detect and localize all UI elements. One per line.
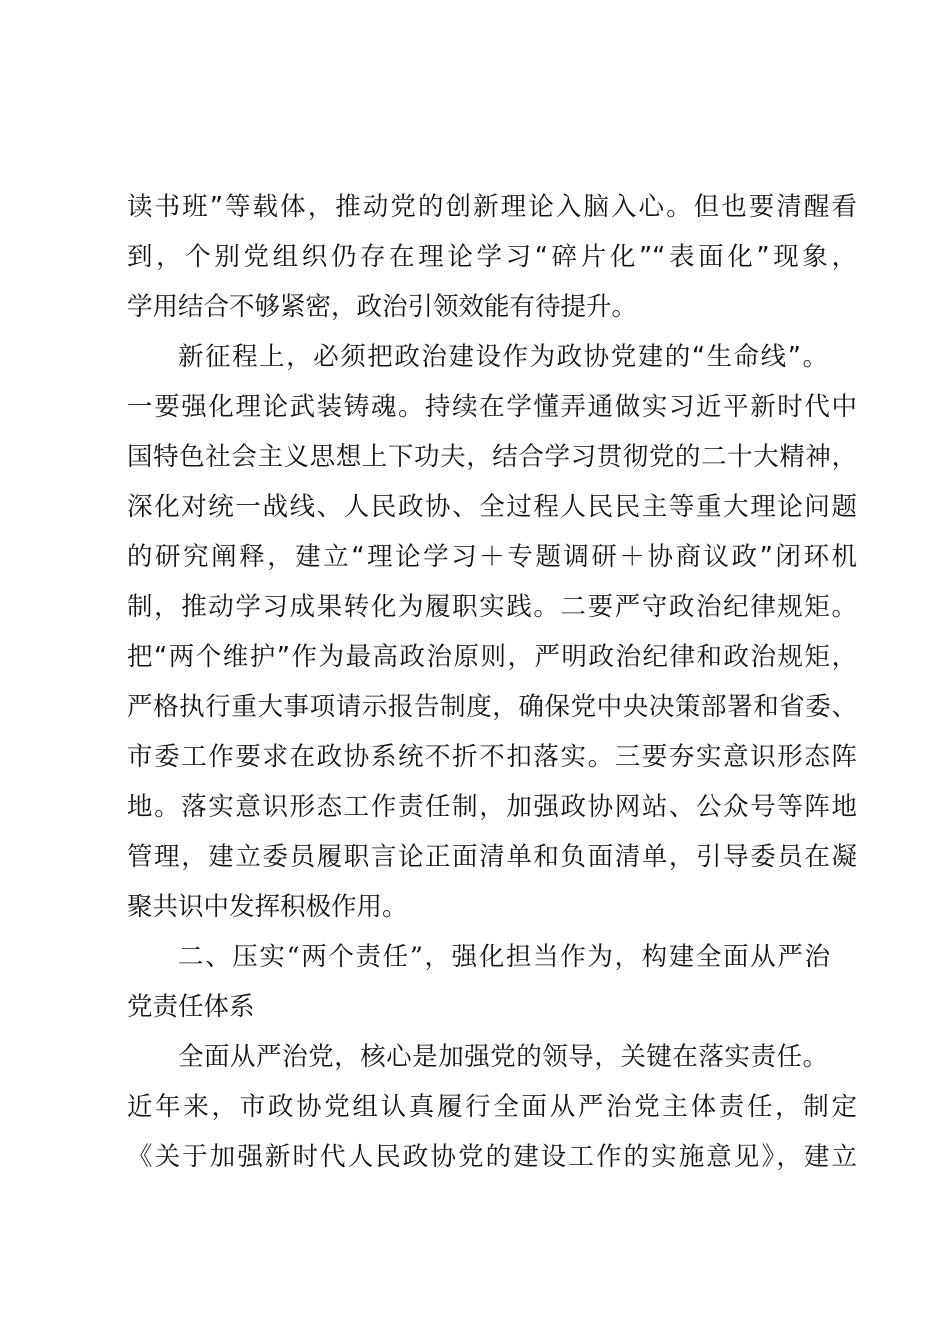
text-line: 近年来，市政协党组认真履行全面从严治党主体责任，制定: [127, 1092, 857, 1122]
text-line: 聚共识中发挥积极作用。: [127, 892, 408, 922]
text-line: 读书班”等载体，推动党的创新理论入脑入心。但也要清醒看: [127, 192, 857, 222]
paragraph-first-line: 全面从严治党，核心是加强党的领导，关键在落实责任。: [178, 1042, 828, 1072]
section-heading-continued: 党责任体系: [127, 992, 255, 1022]
paragraph-first-line: 新征程上，必须把政治建设作为政协党建的“生命线”。: [178, 342, 828, 372]
text-line: 严格执行重大事项请示报告制度，确保党中央决策部署和省委、: [127, 692, 857, 722]
text-line: 把“两个维护”作为最高政治原则，严明政治纪律和政治规矩，: [127, 642, 857, 672]
text-line: 地。落实意识形态工作责任制，加强政协网站、公众号等阵地: [127, 792, 857, 822]
text-line: 管理，建立委员履职言论正面清单和负面清单，引导委员在凝: [127, 842, 857, 872]
section-heading: 二、压实“两个责任”，强化担当作为，构建全面从严治: [178, 942, 830, 972]
text-line: 到，个别党组织仍存在理论学习“碎片化”“表面化”现象，: [127, 242, 857, 272]
text-line: 市委工作要求在政协系统不折不扣落实。三要夯实意识形态阵: [127, 742, 857, 772]
text-line: 深化对统一战线、人民政协、全过程人民民主等重大理论问题: [127, 492, 857, 522]
text-line: 一要强化理论武装铸魂。持续在学懂弄通做实习近平新时代中: [127, 392, 857, 422]
text-line: 《关于加强新时代人民政协党的建设工作的实施意见》，建立: [127, 1142, 857, 1172]
text-line: 学用结合不够紧密，政治引领效能有待提升。: [127, 292, 638, 322]
text-line: 国特色社会主义思想上下功夫，结合学习贯彻党的二十大精神，: [127, 442, 857, 472]
text-line: 的研究阐释，建立“理论学习＋专题调研＋协商议政”闭环机: [127, 542, 857, 572]
text-line: 制，推动学习成果转化为履职实践。二要严守政治纪律规矩。: [127, 592, 857, 622]
